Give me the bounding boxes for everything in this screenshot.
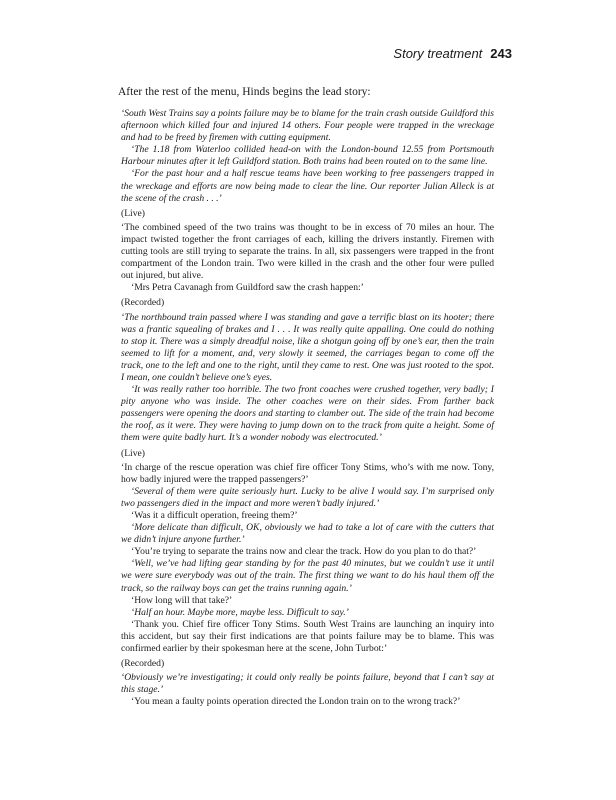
segment-label: (Live): [121, 207, 145, 219]
segment-label: (Recorded): [121, 297, 165, 309]
segment-label: (Recorded): [121, 658, 165, 670]
script-body: [121, 108, 494, 709]
intro-text: After the rest of the menu, Hinds begins the lead story:: [118, 86, 371, 98]
page-number: 243: [490, 46, 512, 61]
paragraph: ‘Several of them were quite seriously hurt. Lucky to be alive I would say. I’m surprised only two passengers died in the impact and more weren’t badly injured.’: [121, 485, 494, 509]
paragraph: ‘How long will that take?’: [131, 594, 233, 606]
paragraph: ‘You’re trying to separate the trains now and clear the track. How do you plan to do that?’: [131, 546, 477, 558]
paragraph: ‘You mean a faulty points operation directed the London train on to the wrong track?’: [131, 696, 461, 708]
paragraph: ‘Was it a difficult operation, freeing them?’: [131, 510, 298, 521]
paragraph: ‘Well, we’ve had lifting gear standing by for the past 40 minutes, but we couldn’t use it until we were sure everybody was out of the train. The first thing we want to do his haul them off the track, so the railway boys can get the trains running again.’: [121, 558, 494, 594]
section-title: Story treatment: [393, 46, 483, 61]
paragraph: ‘For the past hour and a half rescue teams have been working to free passengers trapped in the wreckage and efforts are now being made to clear the line. Our reporter Julian Alleck is at the scene of the crash . . .’: [121, 168, 494, 204]
paragraph: ‘Half an hour. Maybe more, maybe less. Difficult to say.’: [131, 606, 349, 618]
paragraph: ‘The northbound train passed where I was standing and gave a terrific blast on its hooter; there was a frantic squealing of brakes and I . . . It was really quite appalling. One could do nothing to stop it. There was a simply dreadful noise, like a shotgun going off by one’s ear, then the train seemed to lift for a moment, and, very slowly it seemed, the carriages began to come off the track, one to the left and one to the right, until they came to rest. One was just rooted to the spot. I mean, one couldn’t believe one’s eyes.: [121, 311, 494, 383]
paragraph: ‘Thank you. Chief fire officer Tony Stims. South West Trains are launching an inquiry into this accident, but say their first indications are that points failure may be to blame. This was confirmed earlier by their spokesman here at the scene, John Turbot:’: [121, 618, 494, 655]
running-header: [393, 46, 512, 61]
paragraph: ‘South West Trains say a points failure may be to blame for the train crash outside Guildford this afternoon which killed four and injured 14 others. Four people were trapped in the wreckage and had to be freed by firemen with cutting equipment.: [121, 108, 494, 144]
paragraph: ‘The combined speed of the two trains was thought to be in excess of 70 miles an hour. The impact twisted together the front carriages of each, killing the drivers instantly. Firemen with cutting tools are still trying to separate the trains. In all, six passengers were trapped in the front compartment of the London train. Two were killed in the crash and the other four were pulled out injured, but alive.: [121, 221, 494, 282]
paragraph: ‘The 1.18 from Waterloo collided head-on with the London-bound 12.55 from Portsmouth Harbour minutes after it left Guildford station. Both trains had been routed on to the same line.: [121, 144, 494, 168]
segment-label: (Live): [121, 447, 145, 459]
paragraph: ‘More delicate than difficult, OK, obviously we had to take a lot of care with the cutters that we didn’t injure anyone further.’: [121, 522, 494, 546]
paragraph: ‘Mrs Petra Cavanagh from Guildford saw the crash happen:’: [131, 282, 364, 294]
paragraph: ‘Obviously we’re investigating; it could only really be points failure, beyond that I can’t say at this stage.’: [121, 672, 494, 696]
paragraph: ‘It was really rather too horrible. The two front coaches were crushed together, very badly; I pity anyone who was inside. The other coaches were on their sides. From farther back passengers were opening the doors and starting to clamber out. The side of the train had become the roof, as it were. They were having to jump down on to the track from quite a height. Some of them were quite badly hurt. It’s a wonder nobody was electrocuted.’: [121, 384, 494, 444]
paragraph: ‘In charge of the rescue operation was chief fire officer Tony Stims, who’s with me now. Tony, how badly injured were the trapped passengers?’: [121, 461, 494, 485]
